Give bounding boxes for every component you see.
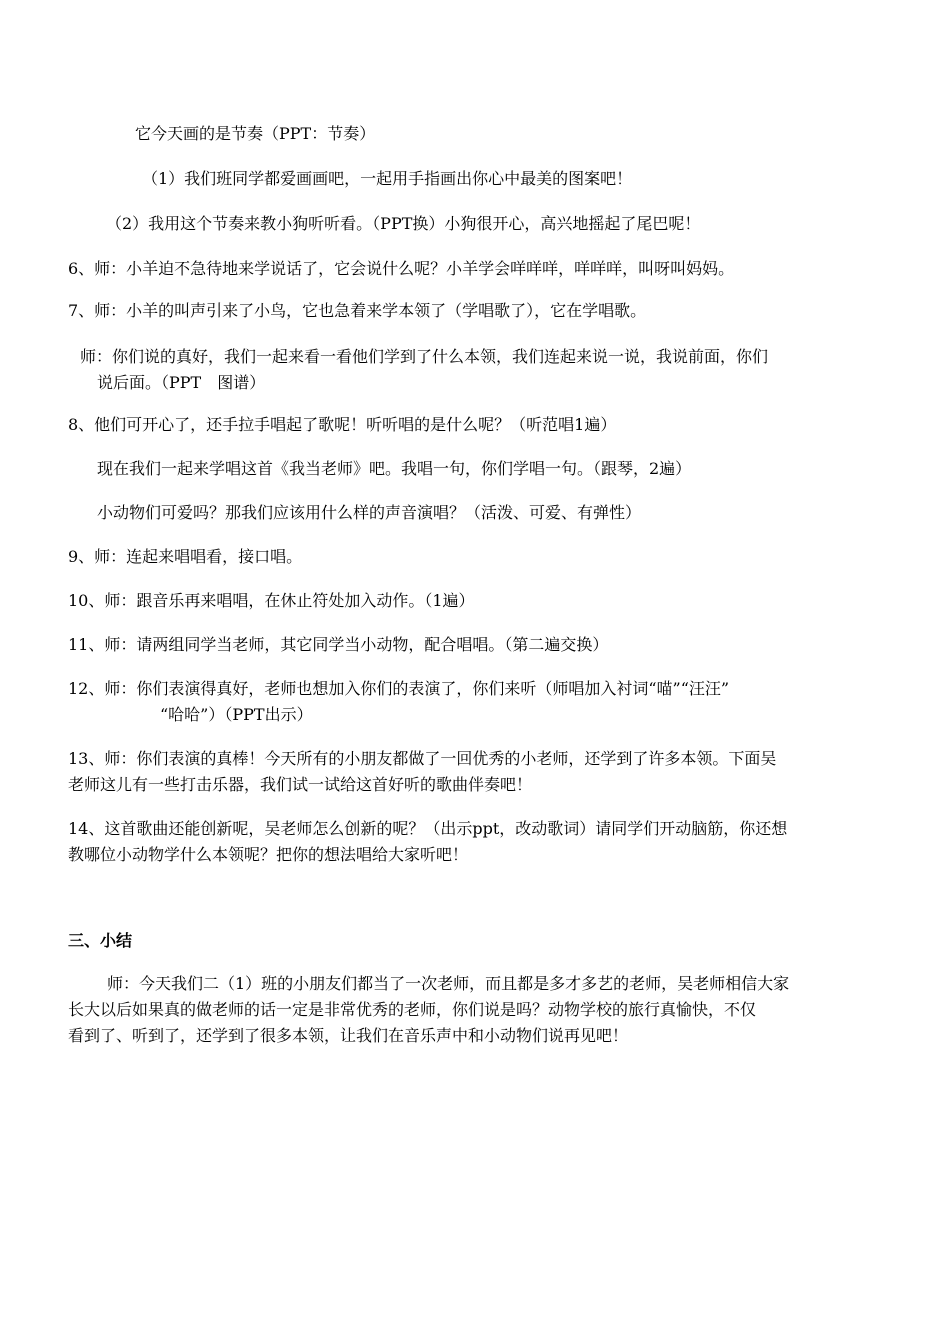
text-line: 9、师：连起来唱唱看，接口唱。 xyxy=(68,547,303,566)
text-line: 10、师：跟音乐再来唱唱，在休止符处加入动作。（1遍） xyxy=(68,591,475,610)
text-line: 7、师：小羊的叫声引来了小鸟，它也急着来学本领了（学唱歌了），它在学唱歌。 xyxy=(68,301,647,320)
text-line: 12、师：你们表演得真好，老师也想加入你们的表演了，你们来听（师唱加入衬词“喵”“汪汪” xyxy=(68,679,730,698)
text-line: 老师这儿有一些打击乐器，我们试一试给这首好听的歌曲伴奏吧！ xyxy=(68,775,533,794)
text-line: 6、师：小羊迫不急待地来学说话了，它会说什么呢？小羊学会咩咩咩，咩咩咩，叫呀叫妈妈。 xyxy=(68,259,735,278)
summary-line: 看到了、听到了，还学到了很多本领，让我们在音乐声中和小动物们说再见吧！ xyxy=(68,1026,629,1045)
text-line: 8、他们可开心了，还手拉手唱起了歌呢！听听唱的是什么呢？（听范唱1遍） xyxy=(68,415,617,434)
summary-line: 师：今天我们二（1）班的小朋友们都当了一次老师，而且都是多才多艺的老师，吴老师相信大家 xyxy=(107,974,790,993)
text-line: 11、师：请两组同学当老师，其它同学当小动物，配合唱唱。（第二遍交换） xyxy=(68,635,609,654)
text-line: 教哪位小动物学什么本领呢？把你的想法唱给大家听吧！ xyxy=(68,845,469,864)
text-line: 它今天画的是节奏（PPT：节奏） xyxy=(135,124,376,143)
text-line: 14、这首歌曲还能创新呢，吴老师怎么创新的呢？（出示ppt，改动歌词）请同学们开动脑筋，你还想 xyxy=(68,819,788,838)
section-heading: 三、小结 xyxy=(68,931,133,950)
text-line: 说后面。（PPT 图谱） xyxy=(97,373,266,392)
text-line: （2）我用这个节奏来教小狗听听看。（PPT换）小狗很开心，高兴地摇起了尾巴呢！ xyxy=(106,214,701,233)
text-line: （1）我们班同学都爱画画吧，一起用手指画出你心中最美的图案吧！ xyxy=(142,169,633,188)
text-line: “哈哈”）（PPT出示） xyxy=(160,705,313,724)
text-line: 13、师：你们表演的真棒！今天所有的小朋友都做了一回优秀的小老师，还学到了许多本领。下面吴 xyxy=(68,749,777,768)
text-line: 师：你们说的真好，我们一起来看一看他们学到了什么本领，我们连起来说一说，我说前面，你们 xyxy=(80,347,769,366)
summary-line: 长大以后如果真的做老师的话一定是非常优秀的老师，你们说是吗？动物学校的旅行真愉快，不仅 xyxy=(68,1000,757,1019)
text-line: 现在我们一起来学唱这首《我当老师》吧。我唱一句，你们学唱一句。（跟琴，2遍） xyxy=(97,459,692,478)
text-line: 小动物们可爱吗？那我们应该用什么样的声音演唱？（活泼、可爱、有弹性） xyxy=(97,503,642,522)
